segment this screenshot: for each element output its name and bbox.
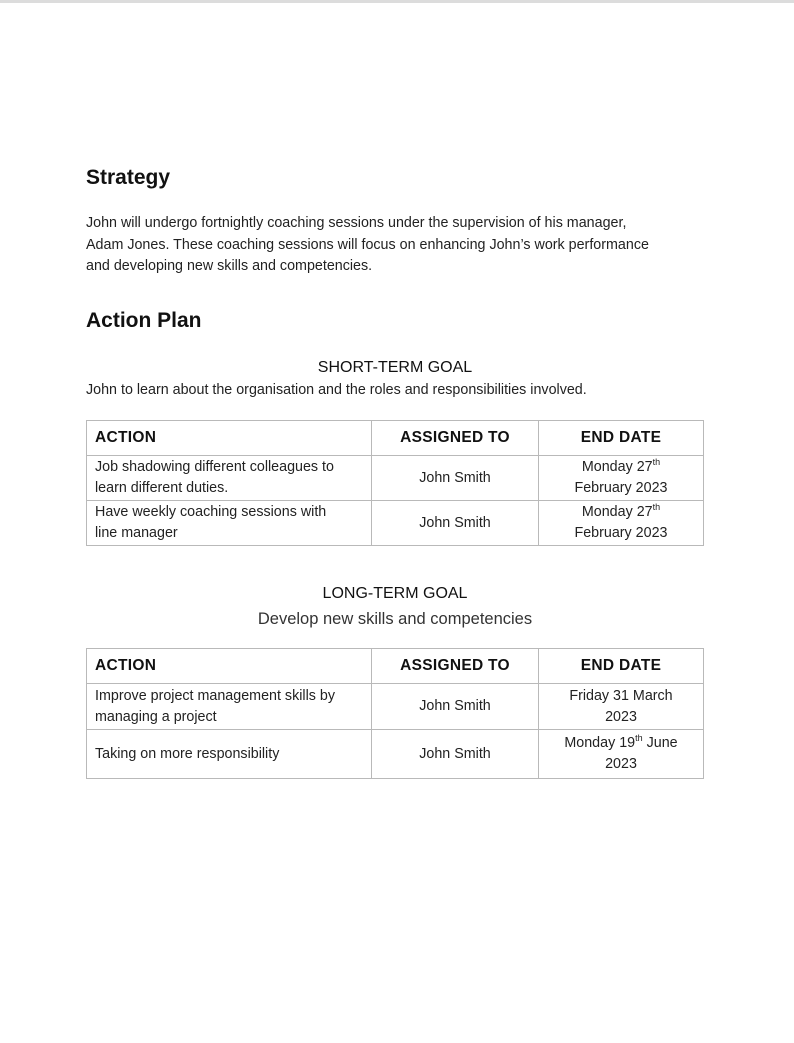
action-text: Have weekly coaching sessions with <box>95 504 327 520</box>
end-date-cell <box>539 501 704 546</box>
column-header-assigned: ASSIGNED TO <box>372 421 539 456</box>
end-date-day: Monday 27 <box>581 504 653 520</box>
column-header-end-date: END DATE <box>539 421 704 456</box>
ordinal-suffix: th <box>635 733 643 744</box>
end-date-cell <box>539 684 704 730</box>
action-text: Improve project management skills by <box>95 687 335 704</box>
end-date-month-year: February 2023 <box>574 525 668 541</box>
action-cell <box>87 501 372 546</box>
strategy-paragraph <box>86 213 706 278</box>
column-header-end-date: END DATE <box>539 649 704 684</box>
assigned-cell: John Smith <box>372 501 539 546</box>
action-cell <box>87 684 372 730</box>
top-border-line <box>0 0 794 3</box>
action-text: Job shadowing different colleagues to <box>95 459 334 475</box>
end-date-month-year: February 2023 <box>574 480 668 496</box>
table-row <box>87 501 704 546</box>
action-cell: Taking on more responsibility <box>87 730 372 779</box>
action-text: line manager <box>95 525 178 541</box>
long-term-goal-title: LONG-TERM GOAL <box>322 585 468 602</box>
assigned-cell: John Smith <box>372 456 539 501</box>
column-header-assigned: ASSIGNED TO <box>372 649 539 684</box>
strategy-line: and developing new skills and competencies. <box>86 258 373 274</box>
strategy-line: John will undergo fortnightly coaching sessions under the supervision of his manager, <box>86 215 627 231</box>
action-text: managing a project <box>95 708 217 725</box>
short-term-table <box>86 420 704 546</box>
long-term-goal-description: Develop new skills and competencies <box>257 610 533 628</box>
end-date-month: June <box>642 735 678 751</box>
table-header-row <box>87 421 704 456</box>
ordinal-suffix: th <box>652 457 661 468</box>
ordinal-suffix: th <box>652 502 661 513</box>
assigned-cell: John Smith <box>372 684 539 730</box>
table-row <box>87 730 704 779</box>
end-date-year: 2023 <box>605 756 637 772</box>
column-header-action: ACTION <box>87 421 372 456</box>
end-date-day: Friday 31 March <box>569 687 673 704</box>
end-date-day: Monday 19 <box>564 735 636 751</box>
strategy-line: Adam Jones. These coaching sessions will focus on enhancing John’s work performance <box>86 236 649 253</box>
end-date-cell <box>539 730 704 779</box>
table-row <box>87 456 704 501</box>
end-date-day: Monday 27 <box>581 459 653 475</box>
short-term-goal-title: SHORT-TERM GOAL <box>317 359 473 376</box>
table-row <box>87 684 704 730</box>
short-term-goal-description: John to learn about the organisation and the roles and responsibilities involved. <box>86 382 587 398</box>
action-text: learn different duties. <box>95 480 229 496</box>
end-date-cell <box>539 456 704 501</box>
long-term-table <box>86 648 704 779</box>
table-header-row <box>87 649 704 684</box>
strategy-heading: Strategy <box>86 166 171 189</box>
column-header-action: ACTION <box>87 649 372 684</box>
end-date-year: 2023 <box>605 708 637 725</box>
action-plan-heading: Action Plan <box>86 309 202 332</box>
assigned-cell: John Smith <box>372 730 539 779</box>
action-cell <box>87 456 372 501</box>
